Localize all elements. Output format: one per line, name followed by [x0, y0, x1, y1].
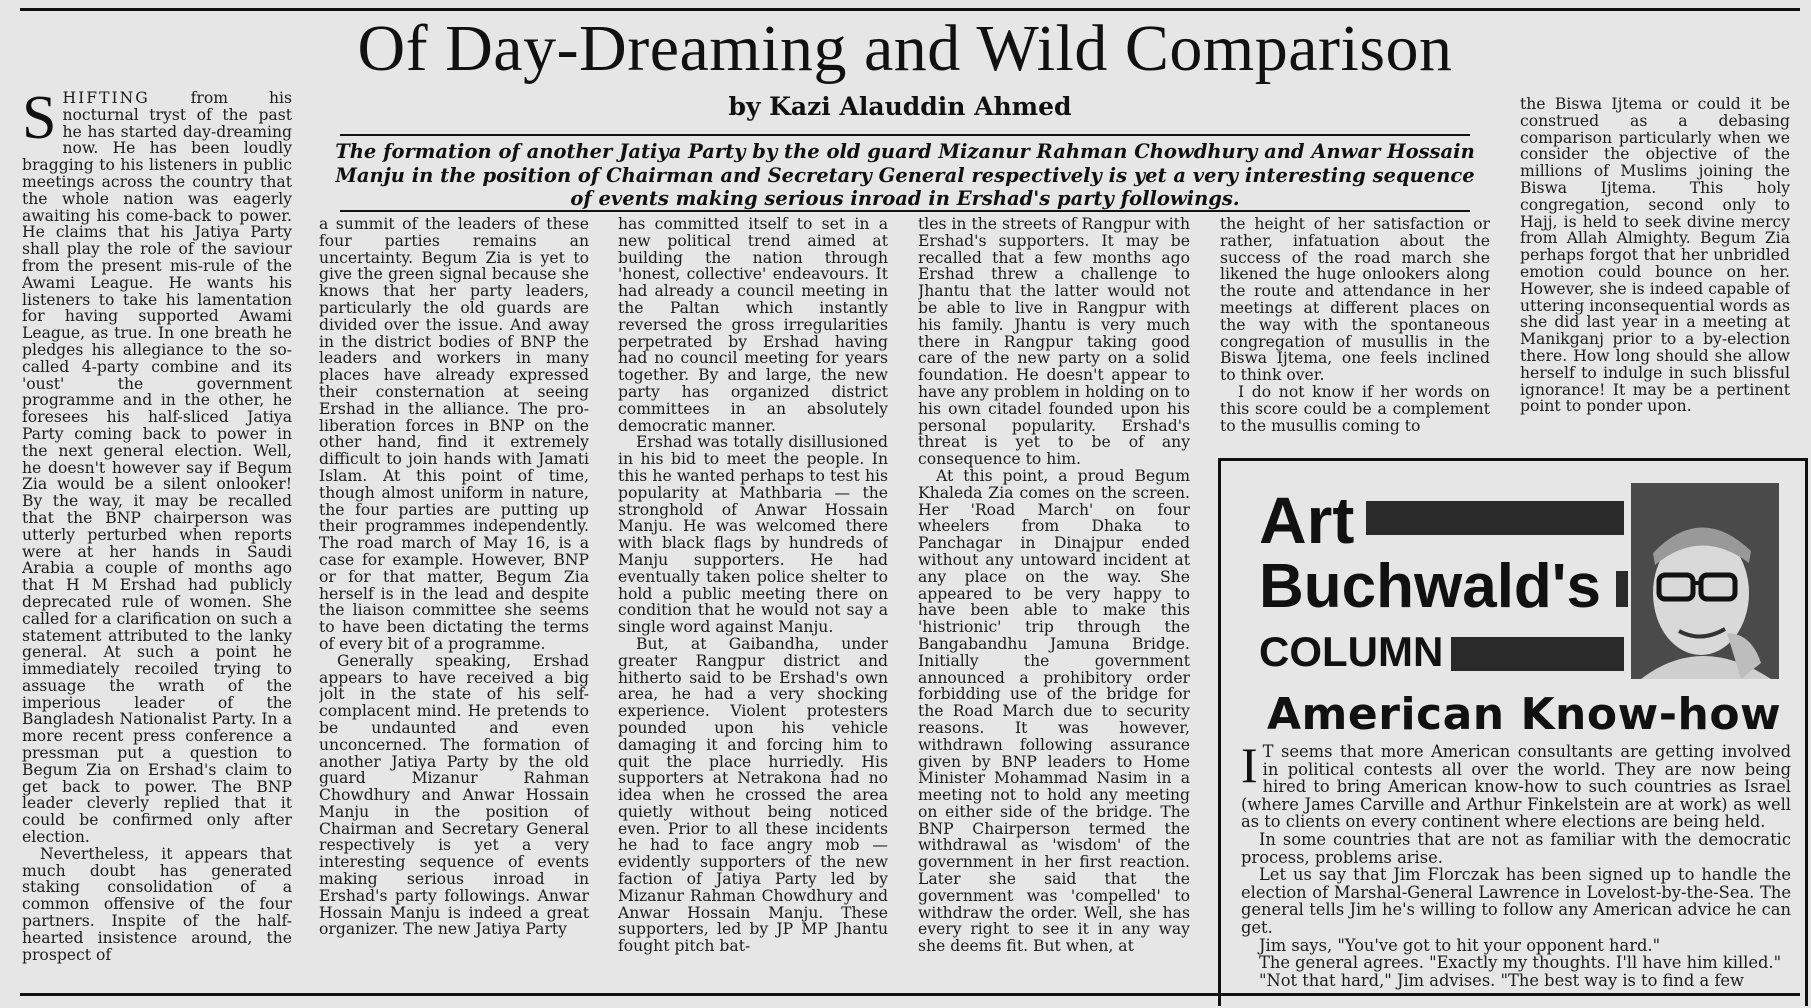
paragraph: Ershad was totally disillusioned in his bid to meet the people. In this he wanted perhaps to test his popularity at Mathbaria — the stronghold of Anwar Hossain Manju. He was welcomed there with black flags by hundreds of Manju supporters. He had eventually taken police shelter to hold a public meeting there on condition that he would not say a single word against Manju. [618, 433, 888, 637]
logo-buchwalds: Buchwald's [1259, 552, 1602, 621]
deck-rule-top [340, 134, 1470, 136]
paragraph: from his nocturnal tryst of the past he has started day-dreaming now. He has been loudly bragging to his listeners in public meetings across the country that the whole nation was eagerly awaiting his come-back to power. He claims that his Jatiya Party shall play the role of the saviour from the present mis-rule of the Awami League. He wants his listeners to take his lamentation for having supported Awami League, as true. In one breath he pledges his allegiance to the so-called 4-party combine and its 'oust' the government programme and in the other, he foresees his half-sliced Jatiya Party coming back to power in the next general election. Well, he doesn't however say if Begum Zia would be a silent onlooker! By the way, it may be recalled that the BNP chairperson was utterly perturbed when reports were at her hands in Saudi Arabia a couple of months ago that H M Ershad had publicly deprecated rule of women. She called for a clarification on such a statement attributed to the lanky general. At such a point he immediately recoiled trying to assuage the wrath of the imperious leader of the Bangladesh Nationalist Party. In a more recent press conference a pressman put a question to Begum Zia on Ershad's claim to get back to power. The BNP leader cleverly replied that it could be confirmed only after election. [22, 90, 292, 847]
article-column-6 [1520, 96, 1790, 448]
article-column-5 [1220, 216, 1490, 446]
logo-column: COLUMN [1259, 628, 1444, 675]
paragraph: "Not that hard," Jim advises. "The best way is to find a few [1259, 970, 1744, 990]
buchwald-column-text [1241, 737, 1791, 990]
paragraph: Jim says, "You've got to hit your opponent hard." [1259, 935, 1661, 955]
paragraph: T seems that more American consultants are getting involved in political contests all over the world. They are now being hired to bring American know-how to such countries as Israel (where James Carville and Arthur Finkelstein are at work) as well as to clients on every continent where elections are being held. [1241, 742, 1791, 832]
logo-bar-3 [1451, 637, 1624, 671]
byline: by Kazi Alauddin Ahmed [728, 92, 1072, 121]
top-rule [20, 8, 1800, 11]
paragraph: In some countries that are not as familiar with the democratic process, problems arise. [1241, 829, 1791, 867]
paragraph: has committed itself to set in a new political trend aimed at building the nation through 'honest, collective' endeavours. It had already a council meeting in the Paltan which instantly reversed the gross irregularities perpetrated by Ershad having had no council meeting for years together. By and large, the new party has organized district committees in an absolutely democratic manner. [618, 216, 888, 435]
paragraph: The general agrees. "Exactly my thoughts. I'll have him killed." [1259, 953, 1782, 973]
author-portrait-image [1631, 483, 1779, 679]
lead-caps: HIFTING [62, 90, 150, 107]
bottom-rule [20, 993, 1800, 996]
deck: The formation of another Jatiya Party by the old guard Mizanur Rahman Chowdhury and Anwar Hossain Manju in the position of Chairman and Secretary General respectively is yet a very interesting sequence of events making serious inroad in Ershad's party followings. [335, 140, 1475, 210]
article-column-2 [319, 216, 589, 990]
headline: Of Day-Dreaming and Wild Comparison [357, 12, 1453, 85]
logo-art: Art [1259, 483, 1355, 557]
column-title: American Know-how [1267, 689, 1782, 740]
paragraph: the Biswa Ijtema or could it be construed as a debasing comparison particularly when we consider the objective of the millions of Muslims joining the Biswa Ijtema. This holy congregation, second only to Hajj, is held to seek divine mercy from Allah Almighty. Begum Zia perhaps forgot that her unbridled emotion could bounce on her. However, she is indeed capable of uttering inconsequential words as she did last year in a meeting at Manikganj prior to a by-election there. How long should she allow herself to indulge in such blissful ignorance! It may be a pertinent point to ponder upon. [1520, 96, 1790, 416]
paragraph: Let us say that Jim Florczak has been signed up to handle the election of Marshal-General Lawrence in Lovelost-by-the-Sea. The general tells Jim he's willing to follow any American advice he can get. [1241, 865, 1791, 937]
paragraph: Nevertheless, it appears that much doubt has generated staking consolidation of a common offensive of the four partners. Inspite of the half-hearted insistence around, the prospect of [22, 844, 292, 964]
drop-cap: I [1241, 737, 1258, 793]
paragraph: the height of her satisfaction or rather, infatuation about the success of the road march she likened the huge onlookers along the route and attendance in her meetings at different places on the way with the spontaneous congregation of musullis in the Biswa Ijtema, one feels inclined to think over. [1220, 216, 1490, 385]
article-column-1 [22, 90, 292, 990]
paragraph: tles in the streets of Rangpur with Ershad's supporters. It may be recalled that a few months ago Ershad threw a challenge to Jhantu that the latter would not be able to live in Rangpur with his family. Jhantu is very much there in Rangpur taking good care of the new party on a solid foundation. He doesn't appear to have any problem in holding on to his own citadel founded upon his personal popularity. Ershad's threat is yet to be of any consequence to him. [918, 216, 1190, 469]
paragraph: But, at Gaibandha, under greater Rangpur district and hitherto said to be Ershad's own area, he had a very shocking experience. Violent protesters pounded upon his vehicle damaging it and forcing him to quit the place hurriedly. His supporters at Netrakona had no idea when he crossed the area quietly without being noticed even. Prior to all these incidents he had to face angry mob — evidently supporters of the new faction of Jatiya Party led by Mizanur Rahman Chowdhury and Anwar Hossain Manju. These supporters, led by JP MP Jhantu fought pitch bat- [618, 634, 888, 956]
article-column-4 [918, 216, 1190, 990]
logo-bar-1 [1366, 501, 1624, 535]
paragraph: a summit of the leaders of these four parties remains an uncertainty. Begum Zia is yet to give the green signal because she knows that her party leaders, particularly the old guards are divided over the issue. And away in the district bodies of BNP the leaders and workers in many places have already expressed their consternation at seeing Ershad in the alliance. The pro-liberation forces in BNP on the other hand, find it extremely difficult to join hands with Jamati Islam. At this point of time, though almost uniform in nature, the four parties are putting up their programmes independently. The road march of May 16, is a case for example. However, BNP or for that matter, Begum Zia herself is in the lead and despite the liaison committee she seems to have been dictating the terms of every bit of a programme. [319, 216, 589, 653]
paragraph: Generally speaking, Ershad appears to have received a big jolt in the state of his self-complacent mind. He pretends to be undaunted and even unconcerned. The formation of another Jatiya Party by the old guard Mizanur Rahman Chowdhury and Anwar Hossain Manju in the position of Chairman and Secretary General respectively is yet a very interesting sequence of events making serious inroad in Ershad's party followings. Anwar Hossain Manju is indeed a great organizer. The new Jatiya Party [319, 651, 589, 939]
paragraph: I do not know if her words on this score could be a complement to the musullis coming to [1220, 382, 1490, 435]
drop-cap: S [22, 90, 57, 152]
logo-bar-2 [1616, 571, 1628, 607]
deck-rule-bottom [340, 210, 1470, 212]
paragraph: At this point, a proud Begum Khaleda Zia comes on the screen. Her 'Road March' on four wheelers from Dhaka to Panchagar in Dinajpur ended without any untoward incident at any place on the way. She appeared to be very happy to have been able to make this 'histrionic' trip through the Bangabandhu Jamuna Bridge. Initially the government announced a prohibitory order forbidding use of the bridge for the Road March due to security reasons. It was however, withdrawn following assurance given by BNP leaders to Home Minister Mohammad Nasim in a meeting not to hold any meeting on either side of the bridge. The BNP Chairperson termed the withdrawal as 'wisdom' of the government in her first reaction. Later she said that the government was 'compelled' to withdraw the order. Well, she has every right to see it in any way she deems fit. But when, at [918, 466, 1190, 956]
article-column-3 [618, 216, 888, 990]
author-photo [1631, 483, 1779, 679]
buchwald-column-box [1218, 458, 1808, 1006]
